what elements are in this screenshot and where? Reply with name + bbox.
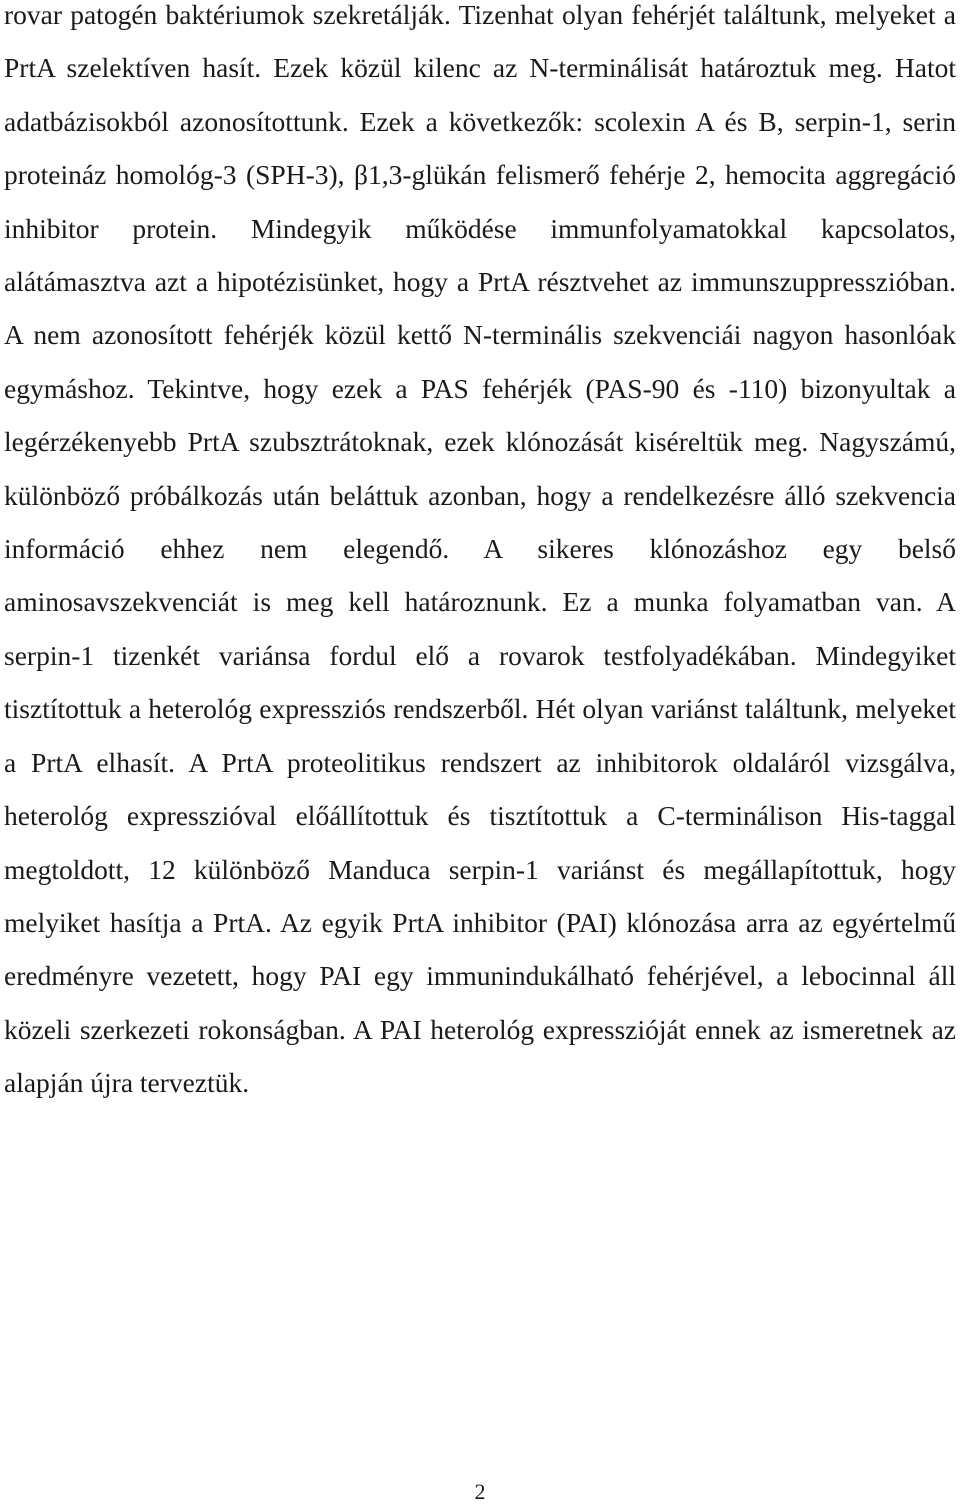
page-number: 2 (474, 1479, 486, 1504)
body-paragraph: rovar patogén baktériumok szekretálják. Tizenhat olyan fehérjét találtunk, melyeket a PrtA szelektíven hasít. Ezek közül kilenc az N-terminálisát határoztuk meg. Hatot adatbázisokból azonosítottunk. Ezek a következők: scolexin A és B, serpin-1, serin proteináz homológ-3 (SPH-3), β1,3-glükán felismerő fehérje 2, hemocita aggregáció inhibitor protein. Mindegyik működése immunfolyamatokkal kapcsolatos, alátámasztva azt a hipotézisünket, hogy a PrtA résztvehet az immunszuppresszióban. A nem azonosított fehérjék közül kettő N-terminális szekvenciái nagyon hasonlóak egymáshoz. Tekintve, hogy ezek a PAS fehérjék (PAS-90 és -110) bizonyultak a legérzékenyebb PrtA szubsztrátoknak, ezek klónozását kiséreltük meg. Nagyszámú, különböző próbálkozás után beláttuk azonban, hogy a rendelkezésre álló szekvencia információ ehhez nem elegendő. A sikeres klónozáshoz egy belső aminosavszekvenciát is meg kell határoznunk. Ez a munka folyamatban van. A serpin-1 tizenkét variánsa fordul elő a rovarok testfolyadékában. Mindegyiket tisztítottuk a heterológ expressziós rendszerből. Hét olyan variánst találtunk, melyeket a PrtA elhasít. A PrtA proteolitikus rendszert az inhibitorok oldaláról vizsgálva, heterológ expresszióval előállítottuk és tisztítottuk a C-terminálison His-taggal megtoldott, 12 különböző Manduca serpin-1 variánst és megállapítottuk, hogy melyiket hasítja a PrtA. Az egyik PrtA inhibitor (PAI) klónozása arra az egyértelmű eredményre vezetett, hogy PAI egy immunindukálható fehérjével, a lebocinnal áll közeli szerkezeti rokonságban. A PAI heterológ expresszióját ennek az ismeretnek az alapján újra terveztük. (4, 0, 956, 1099)
